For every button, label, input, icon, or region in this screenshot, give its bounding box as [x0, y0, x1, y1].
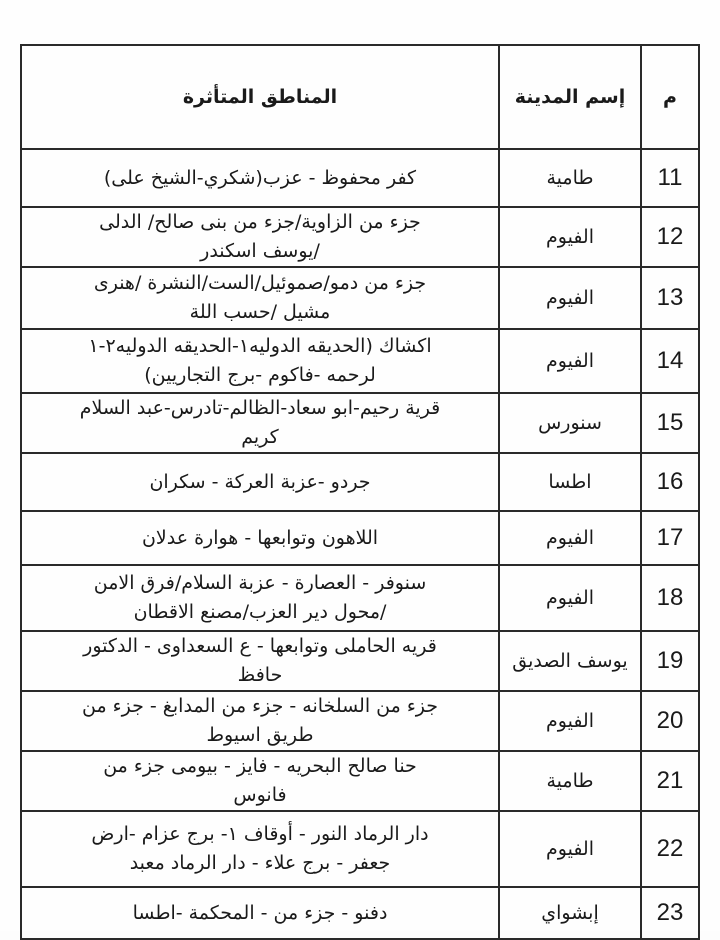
row-city: الفيوم	[499, 811, 641, 887]
row-number: 23	[641, 887, 699, 939]
row-number: 22	[641, 811, 699, 887]
row-city: إبشواي	[499, 887, 641, 939]
row-city: يوسف الصديق	[499, 631, 641, 691]
row-number: 21	[641, 751, 699, 811]
row-city: الفيوم	[499, 511, 641, 565]
row-areas: جزء من الزاوية/جزء من بنى صالح/ الدلى /يوسف اسكندر	[21, 207, 499, 267]
table-row	[21, 267, 699, 329]
row-areas: قرية رحيم-ابو سعاد-الظالم-تادرس-عبد السلام كريم	[21, 393, 499, 453]
row-city: طامية	[499, 751, 641, 811]
row-areas: دار الرماد النور - أوقاف ١- برج عزام -ارض جعفر - برج علاء - دار الرماد معبد	[21, 811, 499, 887]
row-city: الفيوم	[499, 267, 641, 329]
table-row	[21, 207, 699, 267]
row-areas: جزء من السلخانه - جزء من المدابغ - جزء من طريق اسيوط	[21, 691, 499, 751]
row-areas: جزء من دمو/صموئيل/الست/النشرة /هنرى مشيل /حسب اللة	[21, 267, 499, 329]
row-areas: دفنو - جزء من - المحكمة -اطسا	[21, 887, 499, 939]
table-row	[21, 511, 699, 565]
table-row	[21, 887, 699, 939]
row-number: 12	[641, 207, 699, 267]
table-row	[21, 811, 699, 887]
row-city: الفيوم	[499, 565, 641, 631]
table-row	[21, 329, 699, 393]
row-city: طامية	[499, 149, 641, 207]
row-areas: جردو -عزبة العركة - سكران	[21, 453, 499, 511]
row-areas: اكشاك (الحديقه الدوليه١-الحديقه الدوليه٢-١ لرحمه -فاكوم -برج التجاريين)	[21, 329, 499, 393]
row-areas: حنا صالح البحريه - فايز - بيومى جزء من فانوس	[21, 751, 499, 811]
row-areas: اللاهون وتوابعها - هوارة عدلان	[21, 511, 499, 565]
row-number: 16	[641, 453, 699, 511]
row-number: 13	[641, 267, 699, 329]
row-areas: سنوفر - العصارة - عزبة السلام/فرق الامن /محول دير العزب/مصنع الاقطان	[21, 565, 499, 631]
table-row	[21, 691, 699, 751]
table-row	[21, 149, 699, 207]
row-number: 15	[641, 393, 699, 453]
header-row	[21, 45, 699, 149]
row-city: الفيوم	[499, 329, 641, 393]
row-number: 18	[641, 565, 699, 631]
table-row	[21, 631, 699, 691]
row-city: سنورس	[499, 393, 641, 453]
affected-areas-table	[20, 44, 700, 940]
row-number: 11	[641, 149, 699, 207]
table-row	[21, 393, 699, 453]
header-number: م	[641, 45, 699, 149]
row-number: 17	[641, 511, 699, 565]
row-number: 19	[641, 631, 699, 691]
table-row	[21, 565, 699, 631]
row-city: اطسا	[499, 453, 641, 511]
table-row	[21, 751, 699, 811]
row-city: الفيوم	[499, 207, 641, 267]
header-areas: المناطق المتأثرة	[21, 45, 499, 149]
table-row	[21, 453, 699, 511]
row-number: 20	[641, 691, 699, 751]
header-city: إسم المدينة	[499, 45, 641, 149]
row-city: الفيوم	[499, 691, 641, 751]
row-areas: قريه الحاملى وتوابعها - ع السعداوى - الدكتور حافظ	[21, 631, 499, 691]
row-number: 14	[641, 329, 699, 393]
row-areas: كفر محفوظ - عزب(شكري-الشيخ على)	[21, 149, 499, 207]
